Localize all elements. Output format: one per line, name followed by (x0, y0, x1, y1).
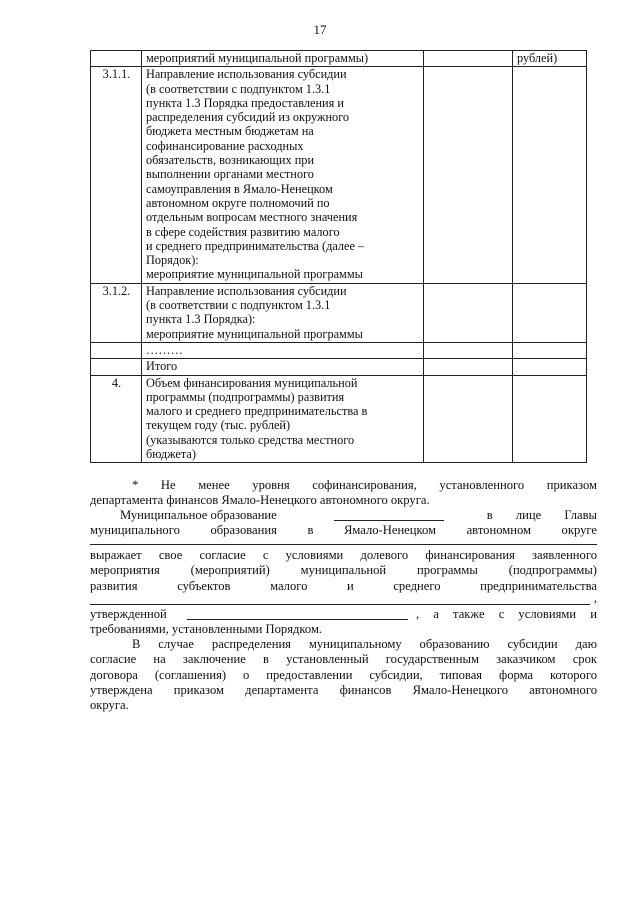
unit-cell[interactable]: рублей) (513, 51, 587, 67)
description-line: бюджета) (146, 447, 196, 462)
footnote-line: департамента финансов Ямало-Ненецкого автономного округа. (90, 493, 430, 508)
consent-text: , а также с условиями и (416, 607, 597, 621)
comma-text: , (593, 591, 597, 605)
unit-cell[interactable] (513, 342, 587, 358)
consent-text: Муниципальное образование (120, 508, 277, 522)
head-name-blank[interactable] (90, 544, 597, 545)
table-row (91, 342, 587, 358)
description-line: отдельным вопросам местного значения (146, 210, 358, 225)
description-line: Порядок): (146, 253, 199, 268)
description-line: пункта 1.3 Порядка предоставления и (146, 95, 344, 110)
row-description-cell (142, 283, 424, 342)
description-line: самоуправления в Ямало-Ненецком (146, 181, 333, 196)
agreement-line: договора (соглашения) о предоставлении субсидии, типовая форма которого (90, 667, 597, 682)
agreement-line: В случае распределения муниципальному образованию субсидии даю (132, 637, 597, 651)
value-cell[interactable] (424, 67, 513, 283)
agreement-paragraph (90, 637, 597, 713)
row-description-cell (142, 359, 424, 375)
description-line: бюджета местным бюджетам на (146, 124, 314, 139)
value-cell[interactable] (424, 283, 513, 342)
description-line: мероприятие муниципальной программы (146, 326, 363, 341)
table-row (91, 51, 587, 67)
table-row (91, 375, 587, 463)
consent-text: утвержденной (90, 607, 167, 621)
description-line: малого и среднего предпринимательства в (146, 404, 368, 419)
footnote (90, 478, 597, 509)
unit-cell[interactable] (513, 283, 587, 342)
value-cell[interactable] (424, 51, 513, 67)
consent-comma (90, 591, 597, 606)
description-line: Объем финансирования муниципальной (146, 375, 358, 390)
consent-line: развития субъектов малого и среднего предпринимательства (90, 578, 597, 593)
row-description-cell (142, 51, 424, 67)
table-row (91, 67, 587, 283)
description-line: программы (подпрограммы) развития (146, 389, 345, 404)
description-line: софинансирование расходных (146, 138, 304, 153)
agreement-line: утверждена приказом департамента финансов Ямало-Ненецкого автономного (90, 682, 597, 697)
description-line: мероприятие муниципальной программы (146, 267, 363, 282)
row-description-cell (142, 67, 424, 283)
row-description-cell (142, 342, 424, 358)
consent-line (90, 508, 597, 523)
agreement-line: согласие на заключение в установленный государственным заказчиком срок (90, 652, 597, 667)
consent-paragraph-end (90, 607, 597, 637)
row-number-cell (91, 342, 142, 358)
row-number-cell (91, 51, 142, 67)
footnote-line: * Не менее уровня софинансирования, установленного приказом (132, 478, 597, 492)
description-line: текущем году (тыс. рублей) (146, 418, 291, 433)
row-number-cell (91, 359, 142, 375)
description-line: в сфере содействия развитию малого (146, 224, 340, 239)
description-line: (указываются только средства местного (146, 432, 355, 447)
value-cell[interactable] (424, 342, 513, 358)
financing-table (90, 50, 587, 463)
value-cell[interactable] (424, 375, 513, 463)
value-cell[interactable] (424, 359, 513, 375)
row-description-cell (142, 375, 424, 463)
unit-cell[interactable] (513, 67, 587, 283)
consent-paragraph (90, 508, 597, 538)
consent-line: требованиями, установленными Порядком. (90, 622, 323, 636)
consent-paragraph-cont (90, 548, 597, 594)
description-line: выполнении органами местного (146, 167, 314, 182)
description-line: обязательств, возникающих при (146, 153, 315, 168)
page-number: 17 (313, 22, 327, 37)
description-line: Направление использования субсидии (146, 283, 347, 298)
unit-cell[interactable] (513, 375, 587, 463)
description-line: автономном округе полномочий по (146, 195, 330, 210)
row-number-cell: 3.1.2. (91, 283, 142, 342)
municipality-name-blank[interactable] (334, 508, 444, 521)
approval-act-blank[interactable] (187, 607, 408, 620)
row-number-cell: 3.1.1. (91, 67, 142, 283)
consent-line: выражает свое согласие с условиями долевого финансирования заявленного (90, 548, 597, 562)
consent-line: мероприятия (мероприятий) муниципальной программы (подпрограммы) (90, 563, 597, 578)
description-line: (в соответствии с подпунктом 1.3.1 (146, 298, 331, 313)
row-number-cell: 4. (91, 375, 142, 463)
agreement-line: округа. (90, 698, 129, 713)
consent-line: муниципального образования в Ямало-Ненецком автономном округе (90, 523, 597, 537)
table-row (91, 283, 587, 342)
consent-text: в лице Главы (486, 508, 597, 522)
description-line: (в соответствии с подпунктом 1.3.1 (146, 81, 331, 96)
table-row (91, 359, 587, 375)
description-line: и среднего предпринимательства (далее – (146, 238, 365, 253)
unit-cell[interactable] (513, 359, 587, 375)
description-line: пункта 1.3 Порядка): (146, 312, 256, 327)
description-line: мероприятий муниципальной программы) (146, 51, 369, 65)
description-line: ……… (146, 342, 183, 357)
description-line: Направление использования субсидии (146, 67, 347, 82)
consent-line (90, 607, 597, 622)
description-line: распределения субсидий из окружного (146, 110, 350, 125)
description-line: Итого (146, 359, 178, 374)
